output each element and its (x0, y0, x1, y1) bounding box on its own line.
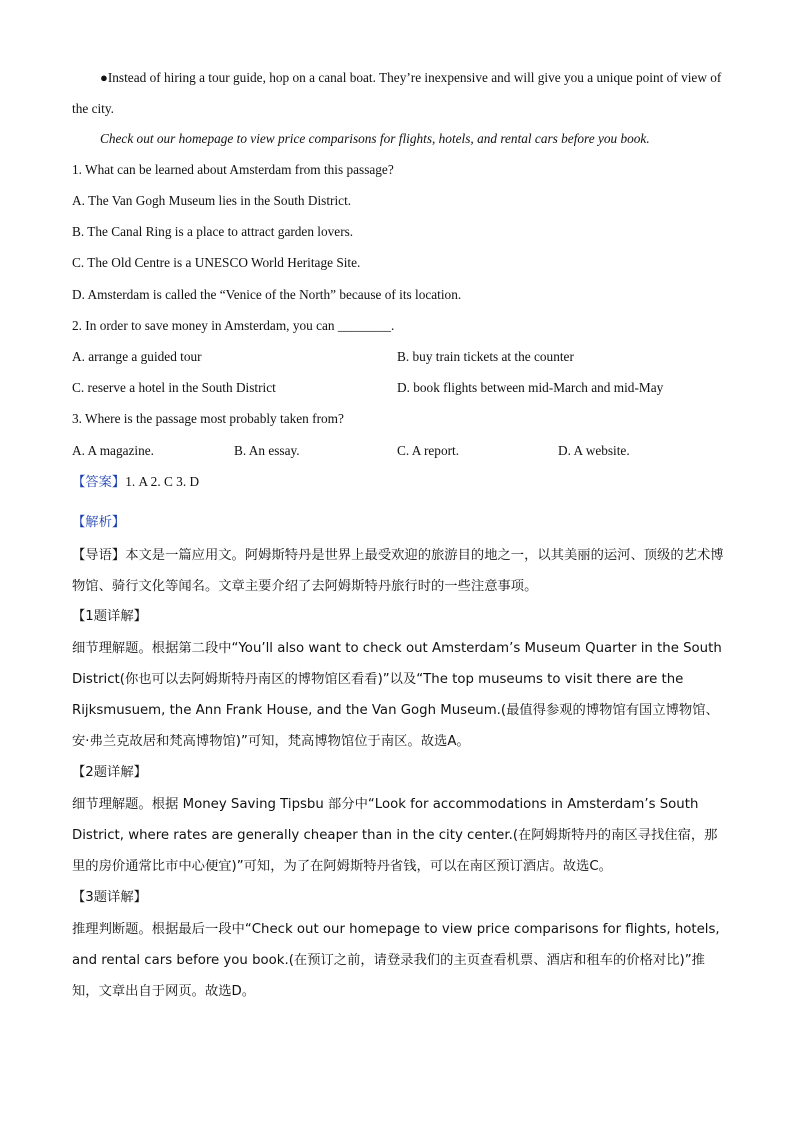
question-2-option-a: A. arrange a guided tour (72, 349, 202, 364)
bullet-paragraph (72, 62, 724, 124)
q1-detail-label: 【1题详解】 (72, 609, 147, 624)
q2-detail-text: 细节理解题。根据 Money Saving Tipsbu 部分中“Look for accommodations in Amsterdam’s South District, where rates are generally cheaper than in the city center.(在阿姆斯特丹的南区寻找住宿，那里的房价通常比市中心便宜)”可知，为了在阿姆斯特丹省钱，可以在南区预订酒店。故选C。 (72, 797, 718, 874)
question-2-option-d: D. book flights between mid-March and mid-May (397, 380, 664, 395)
closing-line: Check out our homepage to view price comparisons for flights, hotels, and rental cars before you book. (100, 131, 650, 146)
q3-detail-text: 推理判断题。根据最后一段中“Check out our homepage to view price comparisons for flights, hotels, and rental cars before you book.(在预订之前，请登录我们的主页查看机票、酒店和租车的价格对比)”推知，文章出自于网页。故选D。 (72, 922, 720, 999)
q3-detail-label: 【3题详解】 (72, 890, 147, 905)
analysis-intro-label: 【导语】 (72, 548, 126, 563)
question-3-option-a: A. A magazine. (72, 443, 154, 458)
bullet-text: Instead of hiring a tour guide, hop on a canal boat. They’re inexpensive and will give you a unique point of view of the city. (72, 70, 722, 116)
answer-text: 1. A 2. C 3. D (125, 474, 200, 489)
answer-line (72, 473, 722, 492)
question-1-option-d: D. Amsterdam is called the “Venice of the North” because of its location. (72, 287, 462, 302)
question-3-option-c: C. A report. (397, 443, 460, 458)
question-1-option-c: C. The Old Centre is a UNESCO World Heritage Site. (72, 255, 361, 270)
analysis-intro-text: 本文是一篇应用文。阿姆斯特丹是世界上最受欢迎的旅游目的地之一，以其美丽的运河、顶级的艺术博物馆、骑行文化等闻名。文章主要介绍了去阿姆斯特丹旅行时的一些注意事项。 (72, 548, 724, 594)
question-1-option-a: A. The Van Gogh Museum lies in the South District. (72, 193, 352, 208)
question-1-stem: 1. What can be learned about Amsterdam from this passage? (72, 162, 394, 177)
q1-detail-text: 细节理解题。根据第二段中“You’ll also want to check out Amsterdam’s Museum Quarter in the South District(你也可以去阿姆斯特丹南区的博物馆区看看)”以及“The top museums to visit there are the Rijksmusuem, the Ann Frank House, and the Van Gogh Museum.(最值得参观的博物馆有国立博物馆、安·弗兰克故居和梵高博物馆)”可知，梵高博物馆位于南区。故选A。 (72, 641, 722, 749)
q2-detail-label: 【2题详解】 (72, 765, 147, 780)
question-3-stem: 3. Where is the passage most probably taken from? (72, 411, 344, 426)
bullet-symbol: ● (100, 70, 108, 85)
question-3-option-b: B. An essay. (234, 443, 300, 458)
question-2-option-c: C. reserve a hotel in the South District (72, 380, 276, 395)
question-1-option-b: B. The Canal Ring is a place to attract garden lovers. (72, 224, 354, 239)
analysis-intro (72, 540, 724, 602)
answer-label: 【答案】 (72, 475, 126, 490)
analysis-heading: 【解析】 (72, 515, 126, 530)
question-2-option-b: B. buy train tickets at the counter (397, 349, 574, 364)
question-2-stem: 2. In order to save money in Amsterdam, you can ________. (72, 318, 395, 333)
question-3-option-d: D. A website. (558, 443, 630, 458)
